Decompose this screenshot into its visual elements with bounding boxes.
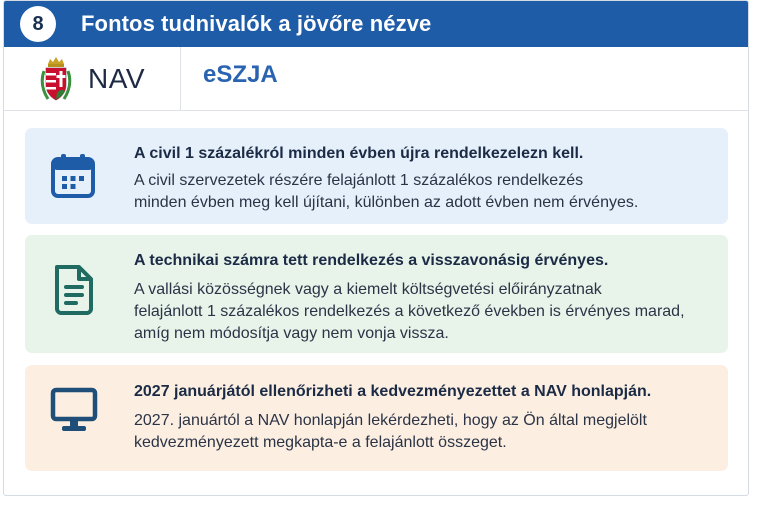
- calendar-icon: [49, 152, 97, 200]
- document-icon: [49, 263, 97, 315]
- hungarian-crest-icon: [38, 55, 74, 103]
- product-name: eSZJA: [203, 61, 278, 88]
- card-body-line: A vallási közösségnek vagy a kiemelt költségvetési előirányzatnak: [134, 281, 602, 298]
- step-number-badge: 8: [20, 6, 56, 42]
- card-body: [134, 170, 714, 214]
- section-header: [4, 1, 748, 47]
- card-body-line: minden évben meg kell újítani, különben az adott évben nem érvényes.: [134, 194, 639, 211]
- info-panel: [3, 0, 749, 496]
- card-body-line: kedvezményezett megkapta-e a felajánlott összeget.: [134, 434, 507, 451]
- card-body: [134, 410, 714, 454]
- monitor-icon: [49, 385, 99, 435]
- card-heading: A civil 1 százalékról minden évben újra rendelkezelezn kell.: [134, 145, 584, 162]
- info-card-verification: [25, 365, 728, 471]
- product-area: [181, 47, 748, 110]
- brand-bar: [4, 47, 748, 111]
- card-body-line: amíg nem módosítja vagy nem vonja vissza.: [134, 325, 449, 342]
- card-heading: 2027 januárjától ellenőrizheti a kedvezményezettet a NAV honlapján.: [134, 383, 652, 400]
- nav-logo-text: NAV: [88, 62, 145, 94]
- section-title: Fontos tudnivalók a jövőre nézve: [81, 11, 432, 36]
- card-body-line: felajánlott 1 százalékos rendelkezés a következő években is érvényes marad,: [134, 303, 685, 320]
- nav-logo: [4, 47, 181, 110]
- card-heading: A technikai számra tett rendelkezés a visszavonásig érvényes.: [134, 252, 609, 269]
- info-card-technical: [25, 235, 728, 353]
- card-body: [134, 279, 714, 345]
- info-card-civil: [25, 128, 728, 224]
- card-body-line: A civil szervezetek részére felajánlott 1 százalékos rendelkezés: [134, 172, 584, 189]
- card-body-line: 2027. januártól a NAV honlapján lekérdezheti, hogy az Ön által megjelölt: [134, 412, 647, 429]
